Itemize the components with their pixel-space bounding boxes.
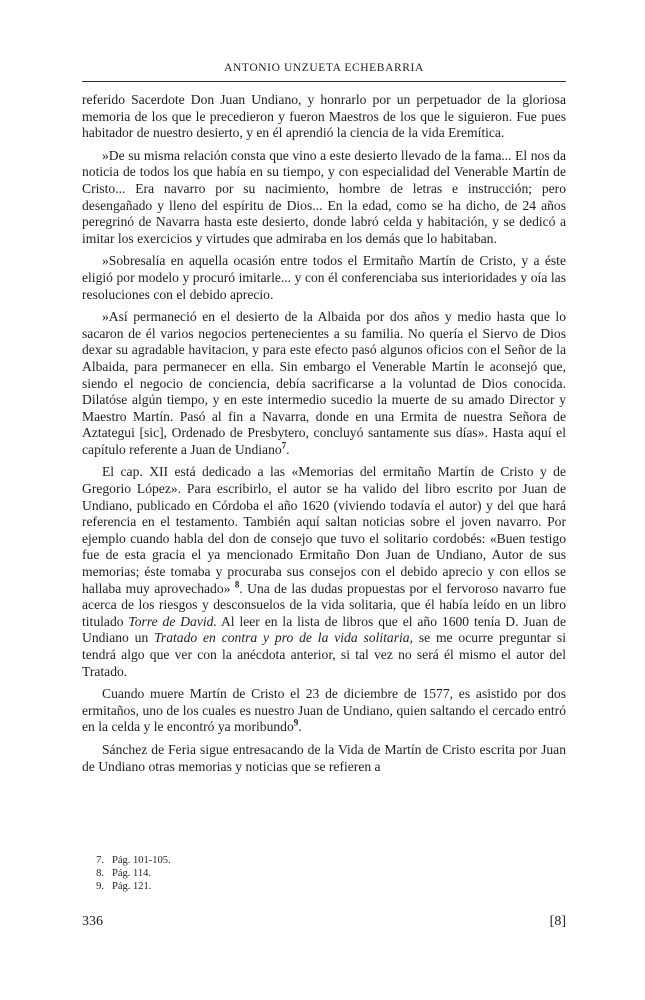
italic-title: Tratado en contra y pro de la vida solitaria, <box>154 630 413 646</box>
running-header: ANTONIO UNZUETA ECHEBARRIA <box>224 62 424 74</box>
paragraph <box>82 464 566 680</box>
header-rule <box>82 81 566 82</box>
footnote-text: Pág. 114. <box>112 868 151 879</box>
footnote-text: Pág. 121. <box>112 881 152 892</box>
paragraph <box>82 148 566 248</box>
footnote <box>82 854 382 867</box>
footnote <box>82 880 382 893</box>
footnote-number: 9. <box>96 881 104 892</box>
footnote <box>82 867 382 880</box>
text-run: Cuando muere Martín de Cristo el 23 de diciembre de 1577, es asistido por dos ermitaños, uno de los cuales es nuestro Juan de Undiano, quien saltando el cercado entró en la celda y le encontró ya moribundo <box>82 686 566 735</box>
text-run: se me ocurre preguntar si tendrá algo que ver con la anécdota anterior, si tal vez no será él mismo el autor del Tratado. <box>82 630 566 679</box>
text-run: . <box>286 441 290 457</box>
text-run: . Una de las dudas propuestas por el fervoroso navarro fue acerca de los riesgos y desconsuelos de la vida solitaria, que él había leído en un libro titulado <box>82 580 566 629</box>
paragraph <box>82 253 566 303</box>
text-run: »De su misma relación consta que vino a este desierto llevado de la fama... El nos da noticia de todos los que había en su tiempo, y con especialidad del Venerable Martín de Cristo... Era navarro por su nacimiento, hombre de letras e instrucción; pero desengañado y lleno del espíritu de Dios... En la edad, como se ha dicho, de 24 años peregrinó de Navarra hasta este desierto, donde labró celda y habitación, y se dedicó a imitar los exercicios y virtudes que admiraba en los demás que lo habitaban. <box>82 147 566 246</box>
text-run: referido Sacerdote Don Juan Undiano, y honrarlo por un perpetuador de la gloriosa memoria de los que le precedieron y fueron Maestros de los que le siguieron. Fue pues habitador de nuestro desierto, y en él aprendió la ciencia de la vida Eremítica. <box>82 92 566 141</box>
footnote-ref: 8 <box>234 579 240 590</box>
text-run: Al leer en la lista de libros que el año 1600 tenía D. Juan de Undiano un <box>82 613 566 646</box>
text-run: El cap. XII está dedicado a las «Memorias del ermitaño Martín de Cristo y de Gregorio López». Para escribirlo, el autor se ha valido del libro escrito por Juan de Undiano, publicado en Córdoba el año 1620 (viviendo todavía el autor) y del que hará referencia en el testamento. También aquí saltan noticias sobre el joven navarro. Por ejemplo cuando habla del don de consejo que tuvo el solitario cordobés: «Buen testigo fue de esta gracia el ya mencionado Ermitaño Don Juan de Undiano, Autor de sus memorias; éste tomaba y procuraba sus consejos con el debido aprecio y con ellos se hallaba muy aprovechado» <box>82 464 566 596</box>
footnote-number: 7. <box>96 855 104 866</box>
body-text <box>82 92 566 781</box>
footnote-ref: 9 <box>293 717 299 728</box>
footnotes <box>82 854 382 893</box>
text-run: . <box>298 719 302 735</box>
section-number: [8] <box>549 914 566 929</box>
italic-title: Torre de David. <box>128 613 217 629</box>
footnote-text: Pág. 101-105. <box>112 855 171 866</box>
footnote-number: 8. <box>96 868 104 879</box>
paragraph <box>82 92 566 142</box>
paragraph <box>82 309 566 458</box>
text-run: Sánchez de Feria sigue entresacando de la Vida de Martín de Cristo escrita por Juan de Undiano otras memorias y noticias que se refieren a <box>82 741 566 774</box>
footnote-ref: 7 <box>281 440 287 451</box>
text-run: »Sobresalía en aquella ocasión entre todos el Ermitaño Martín de Cristo, y a éste eligió por modelo y procuró imitarle... y con él conferenciaba sus interioridades y oía las resoluciones con el debido aprecio. <box>82 253 566 302</box>
paragraph <box>82 686 566 736</box>
page-number: 336 <box>82 914 103 929</box>
text-run: »Así permaneció en el desierto de la Albaida por dos años y medio hasta que lo sacaron de él varios negocios pertenecientes a su familia. No quería el Siervo de Dios dexar su agradable havitacion, y para este efecto pasó algunos oficios con el Señor de la Albaida, para permanecer en ella. Sin embargo el Venerable Martín le aconsejó que, siendo el negocio de conciencia, debía sacrificarse a la voluntad de Dios conocida. Dilatóse algún tiempo, y en este intermedio sucedio la muerte de su amado Director y Maestro Martín. Pasó al fin a Navarra, donde en una Ermita de nuestra Señora de Aztategui [sic], Ordenado de Presbytero, concluyó santamente sus días». Hasta aquí el capítulo referente a Juan de Undiano <box>82 309 566 457</box>
paragraph <box>82 742 566 775</box>
